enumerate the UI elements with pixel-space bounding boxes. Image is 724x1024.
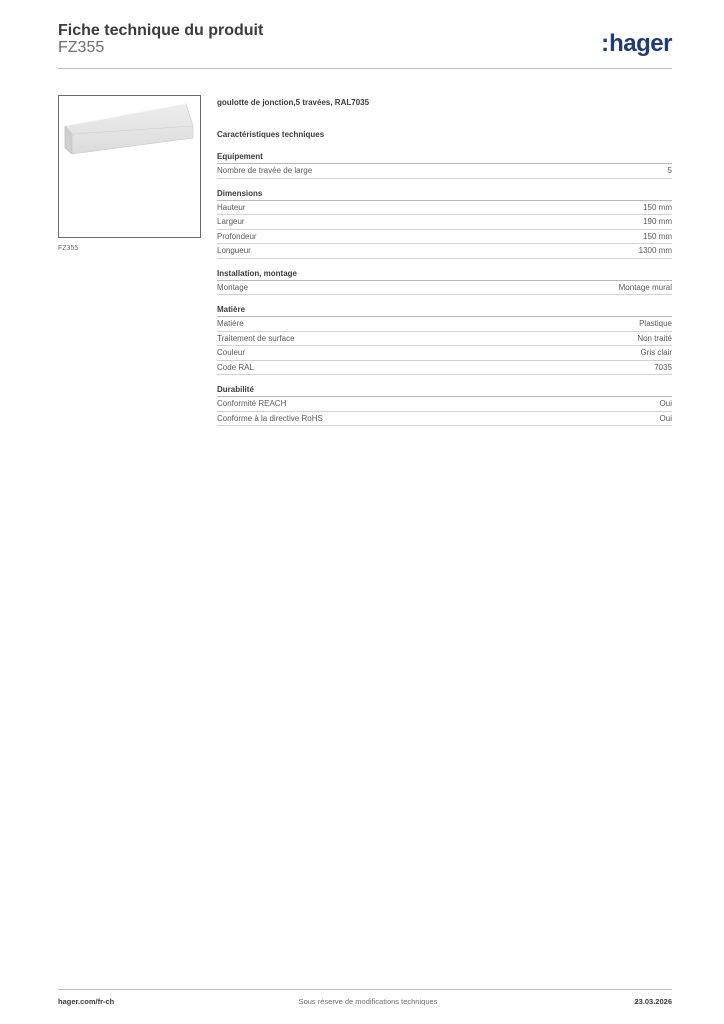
spec-value: 1300 mm	[638, 246, 672, 255]
spec-group-title: Durabilité	[217, 383, 672, 397]
cable-duct-image	[59, 96, 200, 237]
spec-group	[217, 303, 672, 375]
spec-row	[217, 332, 672, 347]
spec-row	[217, 281, 672, 296]
spec-value: 5	[667, 166, 672, 175]
product-code: FZ355	[58, 39, 105, 56]
spec-row	[217, 317, 672, 332]
footer-divider	[58, 989, 672, 990]
spec-label: Couleur	[217, 348, 246, 357]
spec-value: Plastique	[639, 319, 672, 328]
product-description: goulotte de jonction,5 travées, RAL7035	[217, 98, 370, 107]
spec-row	[217, 397, 672, 412]
spec-row	[217, 164, 672, 179]
spec-value: 7035	[654, 362, 672, 372]
product-image	[58, 95, 201, 238]
spec-label: Largeur	[217, 217, 245, 226]
spec-row	[217, 215, 672, 230]
spec-value: 150 mm	[643, 202, 672, 212]
footer-website-link[interactable]: hager.com/fr-ch	[58, 997, 115, 1006]
spec-group	[217, 267, 672, 296]
spec-label: Nombre de travée de large	[217, 166, 313, 175]
spec-group-title: Dimensions	[217, 187, 672, 201]
footer-notice: Sous réserve de modifications techniques	[298, 997, 438, 1006]
hager-logo: :hager	[601, 30, 672, 57]
spec-label: Profondeur	[217, 231, 257, 241]
spec-value: 150 mm	[643, 231, 672, 241]
spec-row	[217, 244, 672, 259]
spec-group	[217, 150, 672, 179]
spec-group	[217, 187, 672, 259]
spec-value: Oui	[659, 399, 672, 408]
spec-value: Non traité	[637, 333, 672, 343]
header-divider	[58, 68, 672, 69]
spec-group-title: Equipement	[217, 150, 672, 164]
spec-content	[217, 98, 672, 434]
spec-label: Longueur	[217, 246, 251, 255]
spec-label: Code RAL	[217, 362, 254, 372]
spec-group-title: Installation, montage	[217, 267, 672, 281]
image-caption: FZ355	[58, 245, 79, 252]
specs-heading: Caractéristiques techniques	[217, 130, 325, 139]
spec-value: Gris clair	[640, 348, 672, 357]
spec-row	[217, 230, 672, 245]
spec-group-title: Matière	[217, 303, 672, 317]
logo-text: hager	[609, 30, 672, 57]
spec-label: Conformité REACH	[217, 399, 287, 408]
spec-groups	[217, 150, 672, 426]
spec-row	[217, 346, 672, 361]
spec-value: 190 mm	[643, 217, 672, 226]
spec-value: Oui	[659, 413, 672, 423]
spec-row	[217, 361, 672, 376]
spec-label: Matière	[217, 319, 244, 328]
spec-label: Traitement de surface	[217, 333, 295, 343]
spec-value: Montage mural	[618, 282, 672, 292]
spec-label: Hauteur	[217, 202, 246, 212]
spec-label: Conforme à la directive RoHS	[217, 413, 323, 423]
spec-group	[217, 383, 672, 426]
footer-date: 23.03.2026	[634, 997, 672, 1006]
spec-row	[217, 201, 672, 216]
page-title: Fiche technique du produit	[58, 22, 264, 39]
spec-label: Montage	[217, 282, 249, 292]
spec-row	[217, 412, 672, 427]
